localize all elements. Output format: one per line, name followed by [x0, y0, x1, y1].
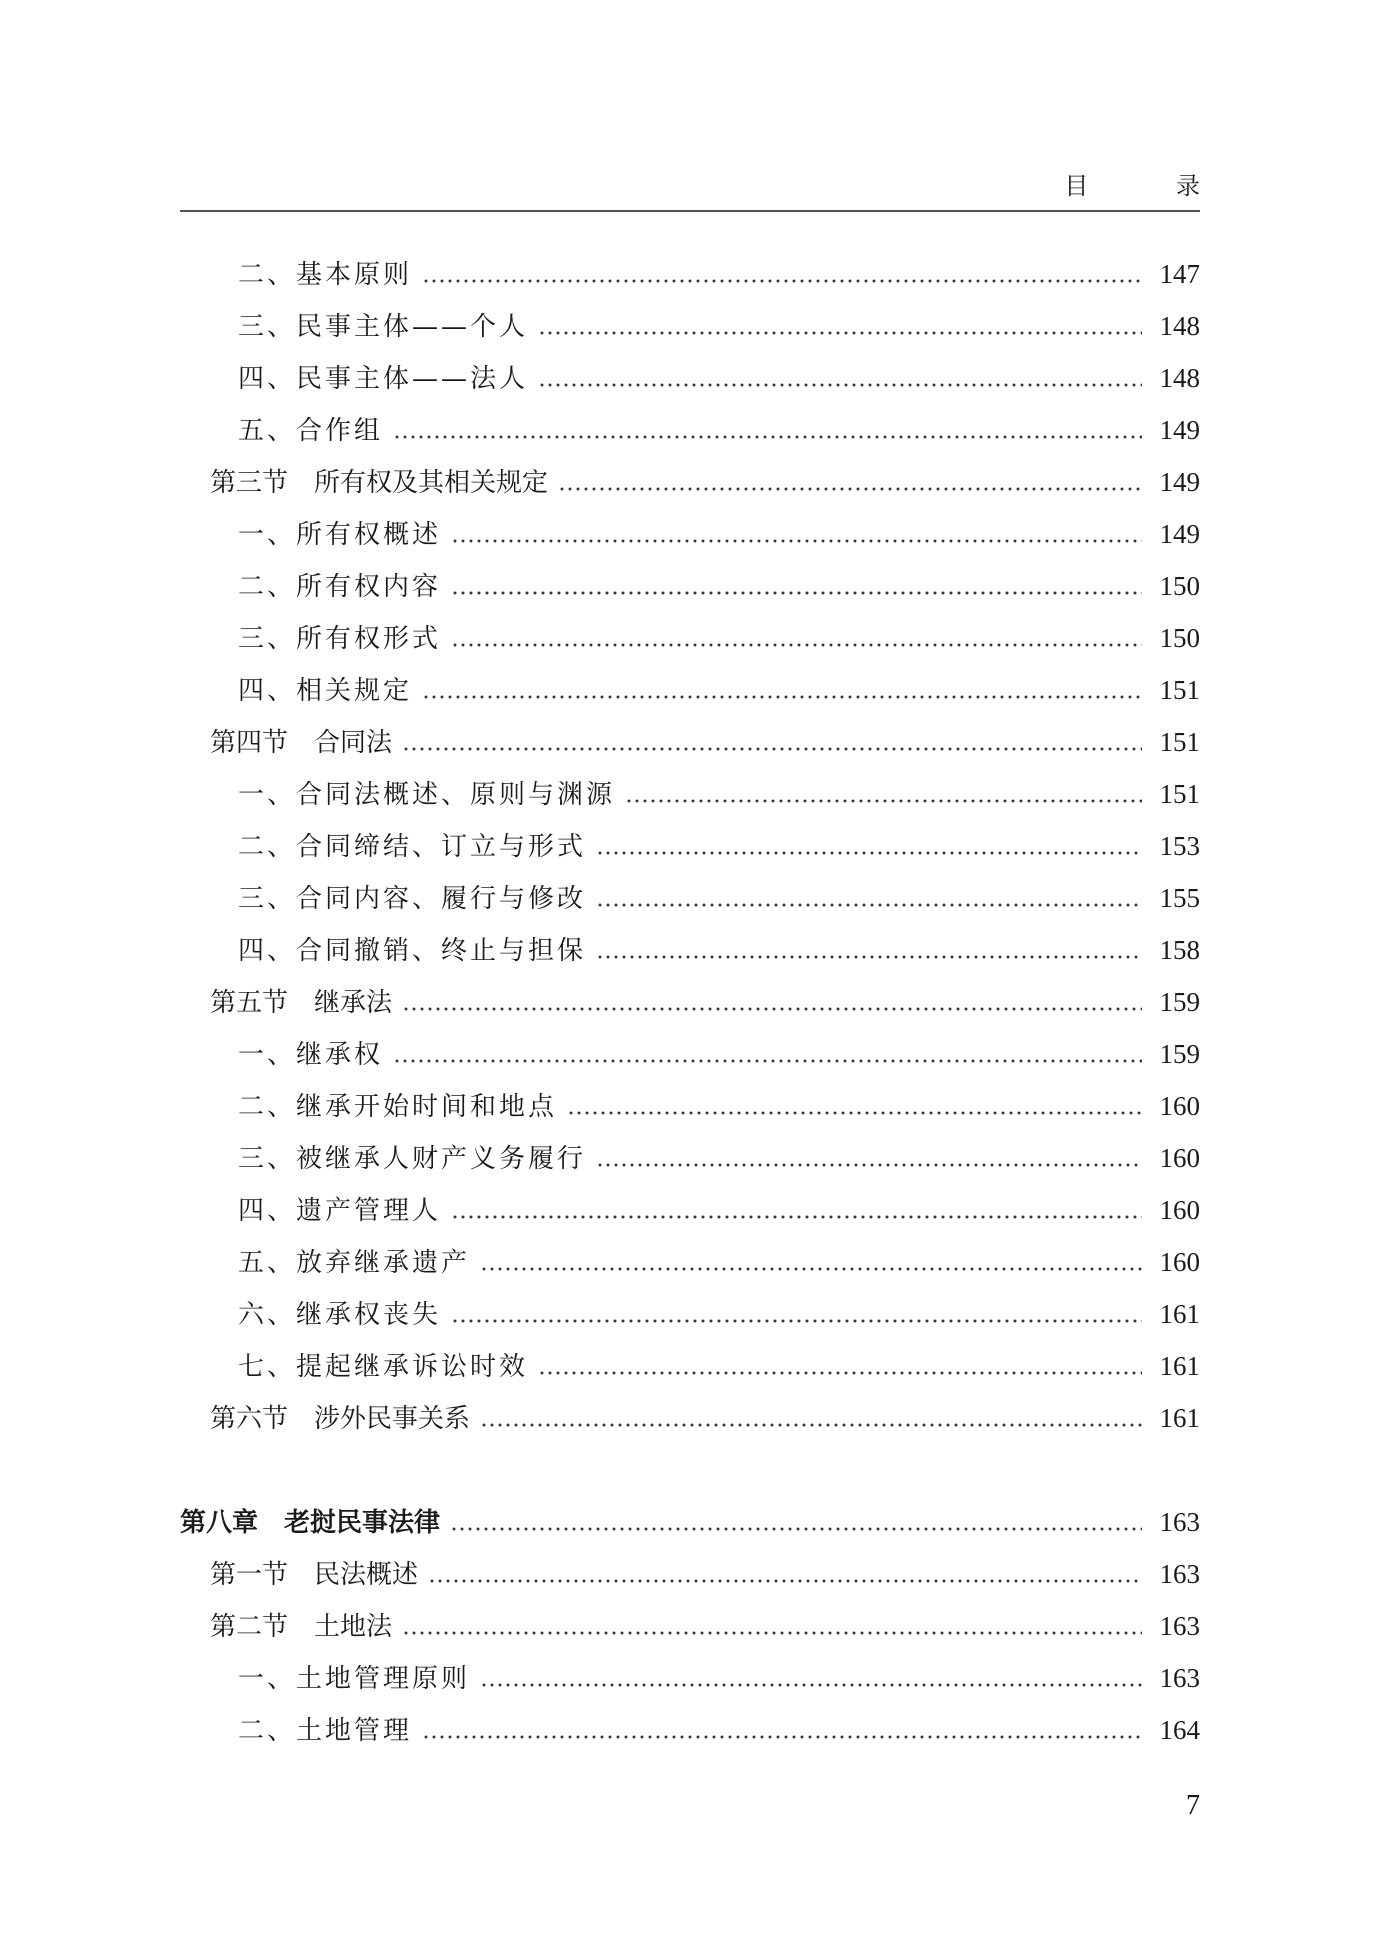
toc-entry-page: 150 [1159, 571, 1200, 601]
toc-entry[interactable] [238, 410, 1200, 450]
toc-entry-page: 149 [1159, 519, 1200, 549]
toc-entry-label: 三、所有权形式 [238, 624, 442, 654]
toc-entry-label: 一、土地管理原则 [238, 1664, 471, 1694]
toc-entry-label: 一、合同法概述、原则与渊源 [238, 780, 616, 810]
toc-entry[interactable] [238, 930, 1200, 970]
toc-entry[interactable] [238, 774, 1200, 814]
toc-entry[interactable] [238, 1242, 1200, 1282]
toc-entry[interactable] [238, 306, 1200, 346]
toc-entry[interactable] [238, 566, 1200, 606]
toc-entry-label: 第六节 涉外民事关系 [210, 1404, 471, 1434]
toc-entry[interactable] [238, 670, 1200, 710]
toc-entry-page: 159 [1159, 987, 1200, 1017]
toc-entry-page: 151 [1159, 675, 1200, 705]
dot-leader [393, 1059, 1142, 1063]
toc-entry-page: 149 [1159, 467, 1200, 497]
toc-entry-label: 四、合同撤销、终止与担保 [238, 936, 587, 966]
dot-leader [596, 851, 1142, 855]
dot-leader [451, 1215, 1142, 1219]
toc-entry-label: 四、民事主体——法人 [238, 364, 529, 394]
dot-leader [451, 591, 1142, 595]
toc-entry-page: 147 [1159, 259, 1200, 289]
page-number: 7 [1186, 1790, 1200, 1821]
toc-entry-page: 163 [1159, 1663, 1200, 1693]
toc-entry-label: 第八章 老挝民事法律 [180, 1508, 441, 1538]
dot-leader [422, 279, 1142, 283]
toc-entry-page: 160 [1159, 1247, 1200, 1277]
running-header [180, 160, 1240, 212]
toc-entry-label: 七、提起继承诉讼时效 [238, 1352, 529, 1382]
toc-entry-page: 158 [1159, 935, 1200, 965]
dot-leader [538, 331, 1142, 335]
toc-entry-label: 二、合同缔结、订立与形式 [238, 832, 587, 862]
toc-entry-page: 163 [1159, 1507, 1200, 1537]
dot-leader [451, 643, 1142, 647]
toc-entry-label: 一、所有权概述 [238, 520, 442, 550]
toc-entry-page: 151 [1159, 727, 1200, 757]
toc-entry[interactable] [238, 514, 1200, 554]
toc-entry-page: 160 [1159, 1143, 1200, 1173]
toc-entry-label: 第一节 民法概述 [210, 1560, 419, 1590]
dot-leader [538, 1371, 1142, 1375]
toc-entry-page: 150 [1159, 623, 1200, 653]
toc-entry-label: 一、继承权 [238, 1040, 384, 1070]
dot-leader [558, 487, 1142, 491]
toc-entry[interactable] [238, 358, 1200, 398]
dot-leader [402, 1631, 1142, 1635]
dot-leader [480, 1267, 1142, 1271]
toc-entry-label: 三、合同内容、履行与修改 [238, 884, 587, 914]
toc-entry-page: 161 [1159, 1403, 1200, 1433]
toc-entry-label: 二、所有权内容 [238, 572, 442, 602]
toc-entry-page: 161 [1159, 1299, 1200, 1329]
dot-leader [596, 1163, 1142, 1167]
dot-leader [596, 903, 1142, 907]
toc-entry[interactable] [238, 1294, 1200, 1334]
toc-entry[interactable] [238, 618, 1200, 658]
dot-leader [422, 1735, 1142, 1739]
toc-entry-page: 163 [1159, 1559, 1200, 1589]
dot-leader [450, 1527, 1142, 1531]
toc-section-entry[interactable] [210, 722, 1200, 762]
toc-entry-page: 164 [1159, 1715, 1200, 1745]
toc-entry[interactable] [238, 1086, 1200, 1126]
dot-leader [480, 1423, 1142, 1427]
toc-section-entry[interactable] [210, 1606, 1200, 1646]
toc-entry-label: 三、民事主体——个人 [238, 312, 529, 342]
toc-entry-label: 二、继承开始时间和地点 [238, 1092, 558, 1122]
toc-chapter-entry[interactable] [180, 1502, 1200, 1542]
toc-entry-page: 160 [1159, 1091, 1200, 1121]
toc-entry[interactable] [238, 1034, 1200, 1074]
header-title: 目 录 [1064, 172, 1240, 200]
toc-entry-label: 第三节 所有权及其相关规定 [210, 468, 549, 498]
toc-entry-label: 第四节 合同法 [210, 728, 393, 758]
toc-entry-label: 五、放弃继承遗产 [238, 1248, 471, 1278]
dot-leader [538, 383, 1142, 387]
dot-leader [402, 747, 1142, 751]
dot-leader [596, 955, 1142, 959]
toc-entry-label: 二、基本原则 [238, 260, 413, 290]
dot-leader [451, 1319, 1142, 1323]
toc-entry[interactable] [238, 1190, 1200, 1230]
toc-entry[interactable] [238, 1346, 1200, 1386]
toc-entry-page: 153 [1159, 831, 1200, 861]
toc-entry-page: 148 [1159, 363, 1200, 393]
toc-entry-label: 五、合作组 [238, 416, 384, 446]
dot-leader [428, 1579, 1142, 1583]
toc-entry-label: 四、相关规定 [238, 676, 413, 706]
toc-section-entry[interactable] [210, 1398, 1200, 1438]
dot-leader [625, 799, 1142, 803]
toc-entry-page: 148 [1159, 311, 1200, 341]
dot-leader [567, 1111, 1142, 1115]
toc-entry-page: 160 [1159, 1195, 1200, 1225]
toc-entry-page: 163 [1159, 1611, 1200, 1641]
toc-entry[interactable] [238, 1138, 1200, 1178]
toc-section-entry[interactable] [210, 1554, 1200, 1594]
toc-entry-page: 149 [1159, 415, 1200, 445]
toc-entry[interactable] [238, 826, 1200, 866]
toc-entry[interactable] [238, 254, 1200, 294]
dot-leader [393, 435, 1142, 439]
dot-leader [402, 1007, 1142, 1011]
toc-entry[interactable] [238, 1658, 1200, 1698]
toc-entry-label: 四、遗产管理人 [238, 1196, 442, 1226]
toc-entry[interactable] [238, 878, 1200, 918]
toc-entry-label: 二、土地管理 [238, 1716, 413, 1746]
toc-section-entry[interactable] [210, 982, 1200, 1022]
toc-entry-label: 第二节 土地法 [210, 1612, 393, 1642]
dot-leader [451, 539, 1142, 543]
toc-section-entry[interactable] [210, 462, 1200, 502]
toc-entry-page: 151 [1159, 779, 1200, 809]
toc-entry-page: 161 [1159, 1351, 1200, 1381]
toc-entry-page: 159 [1159, 1039, 1200, 1069]
toc-entry-label: 六、继承权丧失 [238, 1300, 442, 1330]
toc-entry-label: 三、被继承人财产义务履行 [238, 1144, 587, 1174]
dot-leader [422, 695, 1142, 699]
toc-entry-page: 155 [1159, 883, 1200, 913]
toc-entry[interactable] [238, 1710, 1200, 1750]
toc-entry-label: 第五节 继承法 [210, 988, 393, 1018]
dot-leader [480, 1683, 1142, 1687]
